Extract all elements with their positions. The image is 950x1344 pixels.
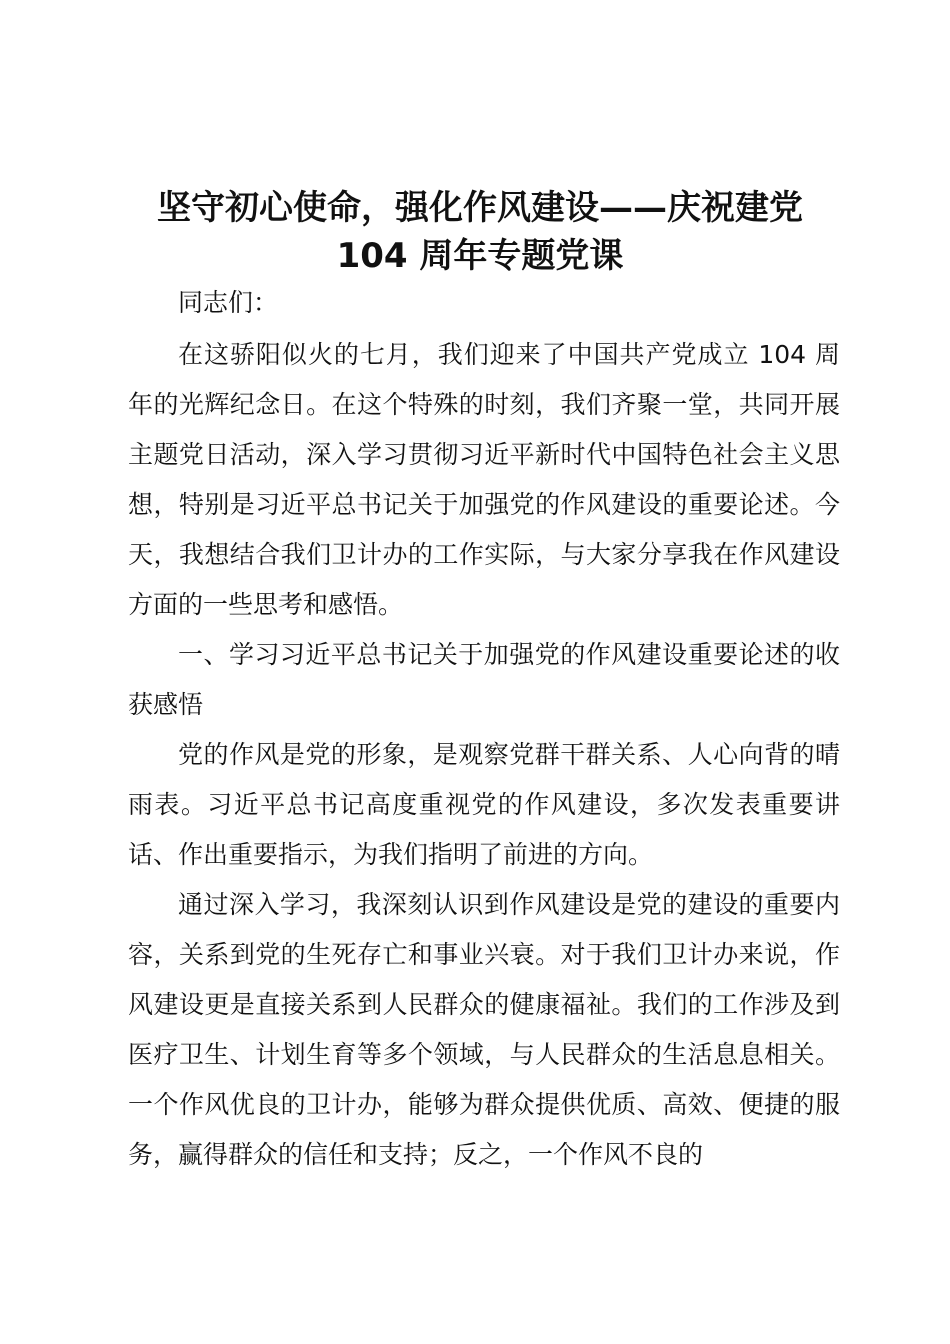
paragraph-study-insight: 通过深入学习，我深刻认识到作风建设是党的建设的重要内容，关系到党的生死存亡和事业兴衰。对于我们卫计办来说，作风建设更是直接关系到人民群众的健康福祉。我们的工作涉及到医疗卫生、计划生育等多个领域，与人民群众的生活息息相关。一个作风优良的卫计办，能够为群众提供优质、高效、便捷的服务，赢得群众的信任和支持；反之，一个作风不良的 [128,890,840,1169]
document-title-line-1: 坚守初心使命，强化作风建设——庆祝建党 [157,188,803,228]
document-title-line-2: 104 周年专题党课 [336,236,624,276]
greeting: 同志们： [178,288,279,317]
section-heading-1: 一、学习习近平总书记关于加强党的作风建设重要论述的收获感悟 [128,640,840,719]
paragraph-intro: 在这骄阳似火的七月，我们迎来了中国共产党成立 104 周年的光辉纪念日。在这个特殊的时刻，我们齐聚一堂，共同开展主题党日活动，深入学习贯彻习近平新时代中国特色社会主义思想，特别是习近平总书记关于加强党的作风建设的重要论述。今天，我想结合我们卫计办的工作实际，与大家分享我在作风建设方面的一些思考和感悟。 [128,340,840,619]
paragraph-style-importance: 党的作风是党的形象，是观察党群干群关系、人心向背的晴雨表。习近平总书记高度重视党的作风建设，多次发表重要讲话、作出重要指示，为我们指明了前进的方向。 [128,740,840,869]
